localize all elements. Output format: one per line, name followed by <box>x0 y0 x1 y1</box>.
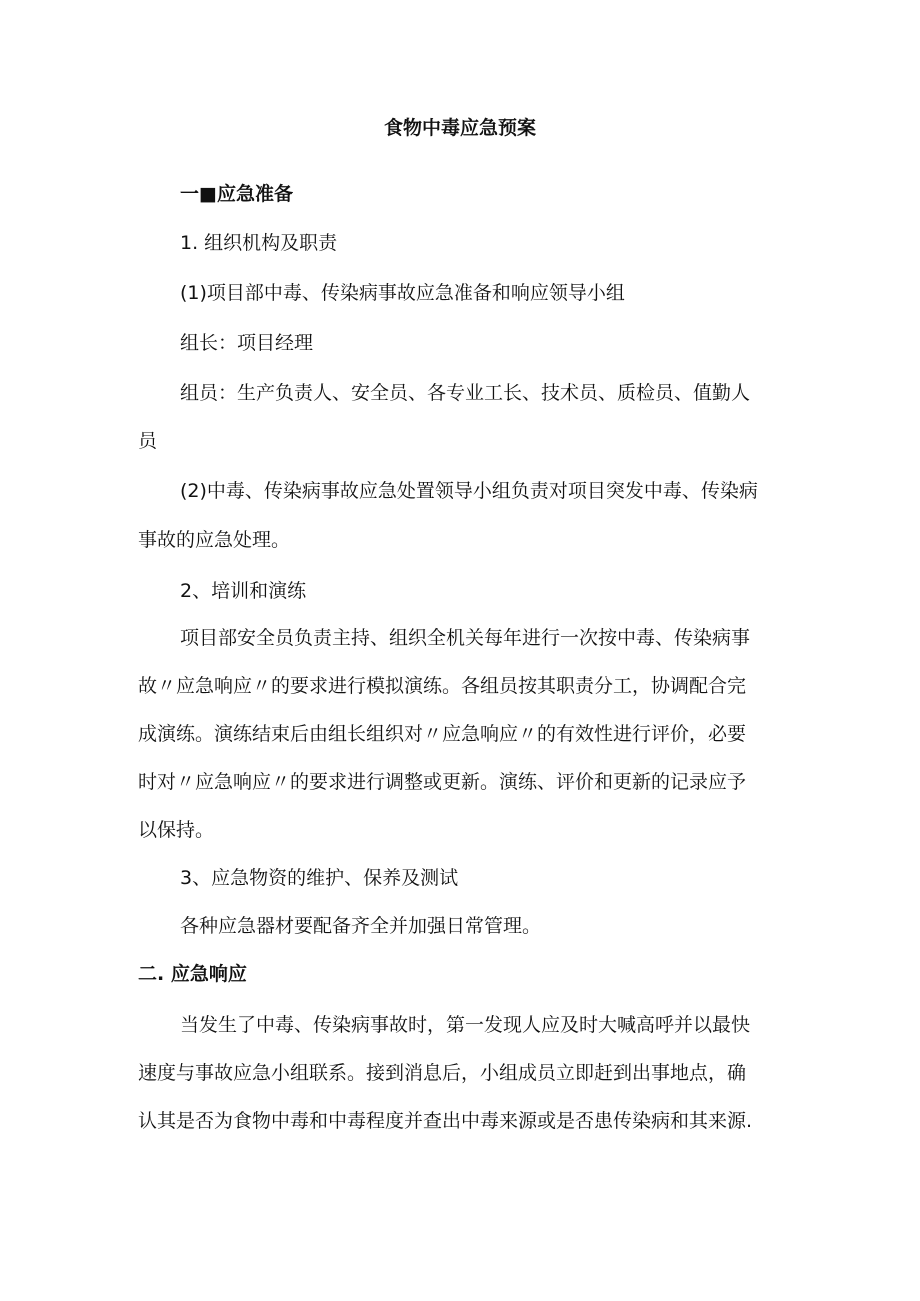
document-title: 食物中毒应急预案 <box>383 117 536 139</box>
paragraph-line: (2)中毒、传染病事故应急处置领导小组负责对项目突发中毒、传染病 <box>180 480 758 502</box>
subheading-1: 1. 组织机构及职责 <box>180 232 338 254</box>
section-heading-1: 一■应急准备 <box>180 183 293 205</box>
paragraph-line: 以保持。 <box>138 819 215 841</box>
section-heading-2: 二. 应急响应 <box>138 963 247 985</box>
paragraph-line: (1)项目部中毒、传染病事故应急准备和响应领导小组 <box>180 282 625 304</box>
paragraph-line: 故〃应急响应〃的要求进行模拟演练。各组员按其职责分工，协调配合完 <box>138 675 747 697</box>
paragraph-line: 时对〃应急响应〃的要求进行调整或更新。演练、评价和更新的记录应予 <box>138 771 747 793</box>
paragraph-line: 认其是否为食物中毒和中毒程度并查出中毒来源或是否患传染病和其来源. <box>138 1110 753 1132</box>
subheading-3: 3、应急物资的维护、保养及测试 <box>180 867 459 889</box>
paragraph-line: 速度与事故应急小组联系。接到消息后，小组成员立即赶到出事地点，确 <box>138 1062 747 1084</box>
paragraph-line: 项目部安全员负责主持、组织全机关每年进行一次按中毒、传染病事 <box>180 627 751 649</box>
paragraph-line: 组长：项目经理 <box>180 332 314 354</box>
paragraph-line: 各种应急器材要配备齐全并加强日常管理。 <box>180 915 542 937</box>
paragraph-line: 当发生了中毒、传染病事故时，第一发现人应及时大喊高呼并以最快 <box>180 1014 751 1036</box>
paragraph-line: 事故的应急处理。 <box>138 529 291 551</box>
subheading-2: 2、培训和演练 <box>180 580 307 602</box>
paragraph-line: 成演练。演练结束后由组长组织对〃应急响应〃的有效性进行评价，必要 <box>138 723 747 745</box>
paragraph-line: 员 <box>138 430 158 452</box>
paragraph-line: 组员：生产负责人、安全员、各专业工长、技术员、质检员、值勤人 <box>180 382 751 404</box>
